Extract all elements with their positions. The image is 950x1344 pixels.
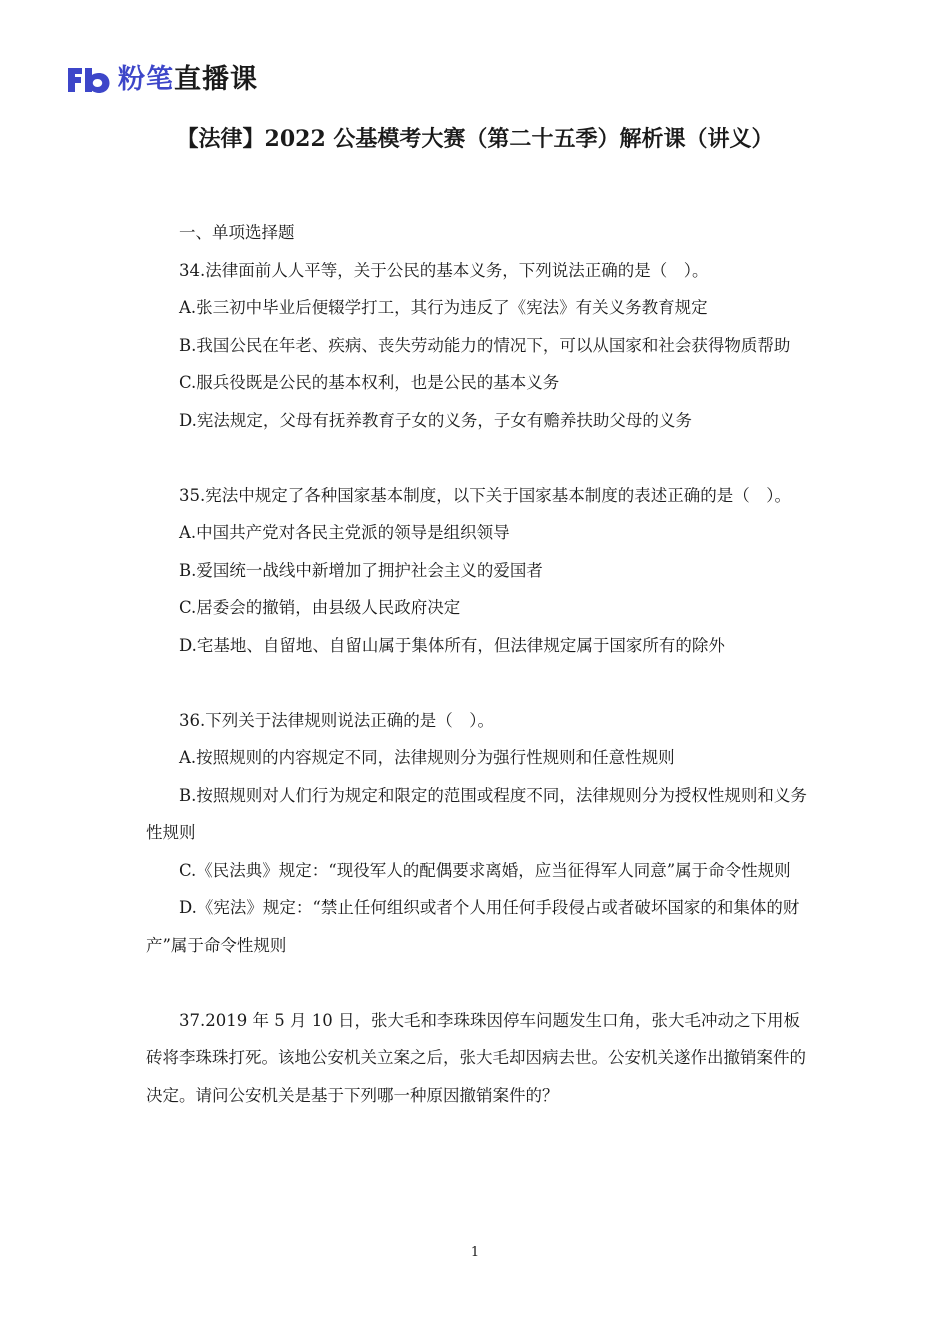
option-a: A.张三初中毕业后便辍学打工，其行为违反了《宪法》有关义务教育规定: [179, 298, 708, 317]
question-stem: 35.宪法中规定了各种国家基本制度，以下关于国家基本制度的表述正确的是（ ）。: [179, 485, 791, 505]
document-body: [146, 214, 810, 1114]
option-d: D.宅基地、自留地、自留山属于集体所有，但法律规定属于国家所有的除外: [179, 635, 725, 655]
question-stem: 36.下列关于法律规则说法正确的是（ ）。: [179, 710, 494, 730]
option-c: C.居委会的撤销，由县级人民政府决定: [179, 598, 461, 617]
option-b: B.按照规则对人们行为规定和限定的范围或程度不同，法律规则分为授权性规则和义务性规则: [146, 785, 807, 842]
option-a: A.按照规则的内容规定不同，法律规则分为强行性规则和任意性规则: [179, 748, 675, 767]
brand-logo: [66, 62, 258, 98]
section-heading: 一、单项选择题: [179, 223, 295, 242]
option-b: B.爱国统一战线中新增加了拥护社会主义的爱国者: [179, 560, 543, 580]
option-d: D.《宪法》规定：“禁止任何组织或者个人用任何手段侵占或者破坏国家的和集体的财产”属于命令性规则: [146, 898, 800, 955]
option-c: C.《民法典》规定：“现役军人的配偶要求离婚，应当征得军人同意”属于命令性规则: [179, 860, 791, 880]
option-a: A.中国共产党对各民主党派的领导是组织领导: [179, 523, 510, 542]
question-36: [146, 702, 810, 965]
fb-logo-icon: [66, 64, 112, 96]
question-34: [146, 252, 810, 440]
brand-suffix: 直播课: [174, 64, 258, 95]
brand-name: [118, 62, 258, 98]
question-stem: 37.2019 年 5 月 10 日，张大毛和李珠珠因停车问题发生口角，张大毛冲动之下用板砖将李珠珠打死。该地公安机关立案之后，张大毛却因病去世。公安机关遂作出撤销案件的决定。请问公安机关是基于下列哪一种原因撤销案件的？: [146, 1010, 806, 1105]
page-number: 1: [470, 1245, 480, 1260]
brand-label: 粉笔: [118, 64, 174, 95]
option-d: D.宪法规定，父母有抚养教育子女的义务，子女有赡养扶助父母的义务: [179, 410, 692, 430]
option-c: C.服兵役既是公民的基本权利，也是公民的基本义务: [179, 373, 560, 392]
option-b: B.我国公民在年老、疾病、丧失劳动能力的情况下，可以从国家和社会获得物质帮助: [179, 335, 791, 355]
question-35: [146, 477, 810, 665]
document-title: 【法律】2022 公基模考大赛（第二十五季）解析课（讲义）: [176, 126, 774, 152]
question-stem: 34.法律面前人人平等，关于公民的基本义务，下列说法正确的是（ ）。: [179, 260, 709, 280]
question-37: [146, 1002, 810, 1115]
